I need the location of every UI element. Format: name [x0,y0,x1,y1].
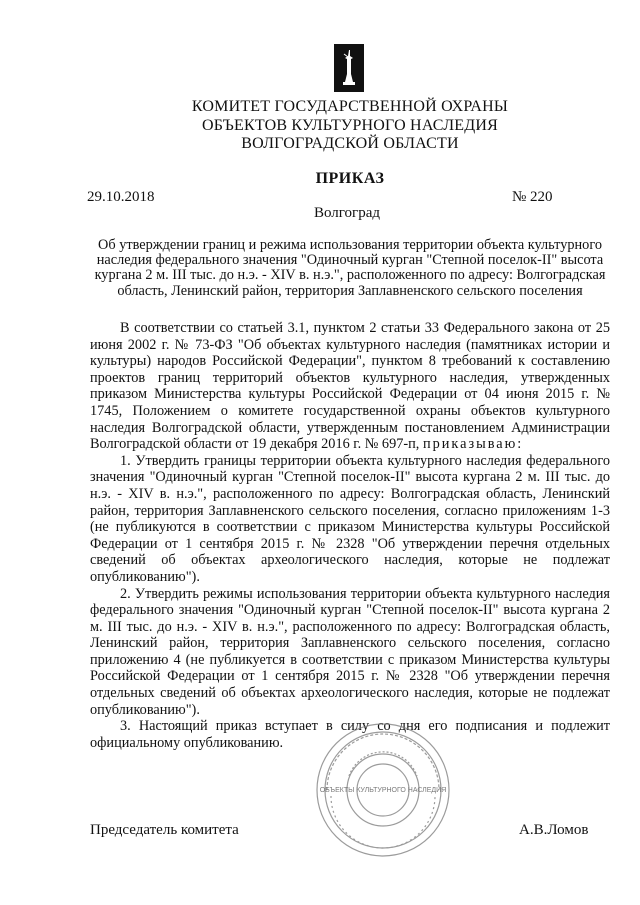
order-city: Волгоград [313,205,380,221]
order-title: ПРИКАЗ [315,170,385,187]
org-line: КОМИТЕТ ГОСУДАРСТВЕННОЙ ОХРАНЫ [191,98,509,115]
preamble-paragraph [90,320,610,453]
preamble-text: В соответствии со статьей 3.1, пунктом 2 статьи 33 Федерального закона от 25 июня 2002 г. № 73-ФЗ "Об объектах культурного наследия (памятниках истории и культуры) народов Российской Федерации", пунктом 8 требований к составлению проектов границ территорий объектов культурного наследия, утвержденных приказом Министерства культуры Российской Федерации от 04 июня 2015 г. № 1745, Положением о комитете государственной охраны объектов культурного наследия Волгоградской области, утвержденным постановлением Администрации Волгоградской области от 19 декабря 2016 г. № 697-п, [90,320,610,453]
order-date: 29.10.2018 [87,189,155,205]
decree-word: приказываю: [422,436,524,453]
volgograd-emblem-icon [334,44,364,92]
item-3-paragraph: 3. Настоящий приказ вступает в силу со дня его подписания и подлежит официальному опубликованию. [90,718,610,751]
signatory-name: А.В.Ломов [519,822,589,838]
org-line: ОБЪЕКТОВ КУЛЬТУРНОГО НАСЛЕДИЯ [201,116,499,134]
order-number: № 220 [512,189,553,205]
organization-name [150,98,550,154]
order-subject: Об утверждении границ и режима использования территории объекта культурного наследия федерального значения "Одиночный курган "Степной поселок-II" высота кургана 2 м. III тыс. до н.э. - XIV в. н.э.", расположенного по адресу: Волгоградская область, Ленинский район, территория Заплавненского сельского поселения [94,237,606,299]
org-line: ВОЛГОГРАДСКОЙ ОБЛАСТИ [241,135,459,152]
item-2-paragraph: 2. Утвердить режимы использования территории объекта культурного наследия федерального значения "Одиночный курган "Степной поселок-II" высота кургана 2 м. III тыс. до н.э. - XIV в. н.э.", расположенного по адресу: Волгоградская область, Ленинский район, территория Заплавненского сельского поселения, согласно приложению 4 (не публикуется в соответствии с приказом Министерства культуры Российской Федерации от 1 сентября 2015 г. № 2328 "Об утверждении перечня отдельных сведений об объектах археологического наследия, которые не подлежат опубликованию"). [90,585,610,718]
signatory-position: Председатель комитета [90,822,239,838]
order-body [90,320,610,751]
item-1-paragraph: 1. Утвердить границы территории объекта культурного наследия федерального значения "Одиночный курган "Степной поселок-II" высота кургана 2 м. III тыс. до н.э. - XIV в. н.э.", расположенного по адресу: Волгоградская область, Ленинский район, территория Заплавненского сельского поселения, согласно приложениям 1-3 (не публикуются в соответствии с приказом Министерства культуры Российской Федерации от 1 сентября 2015 г. № 2328 "Об утверждении перечня отдельных сведений об объектах археологического наследия, которые не подлежат опубликованию"). [90,452,610,585]
official-stamp-icon [313,720,453,860]
stamp-center-text: ОБЪЕКТЫ КУЛЬТУРНОГО НАСЛЕДИЯ [319,787,447,794]
